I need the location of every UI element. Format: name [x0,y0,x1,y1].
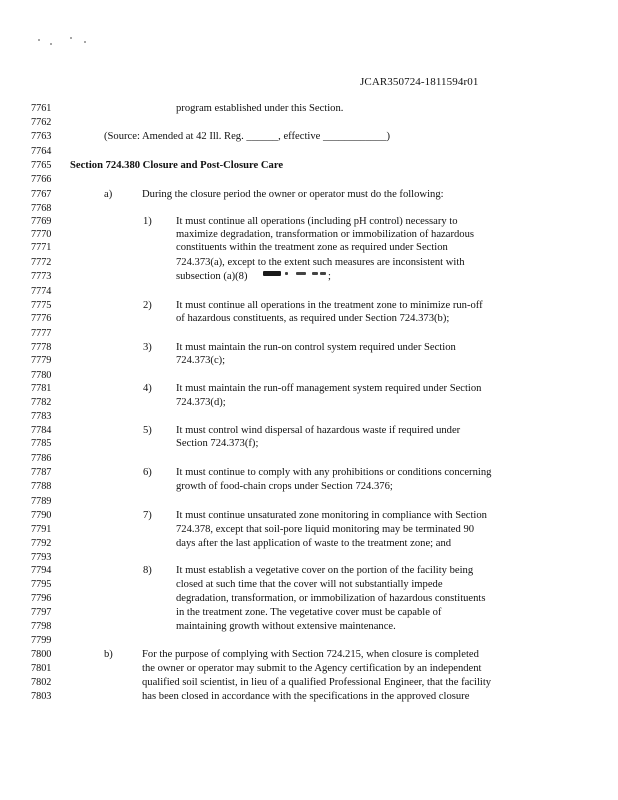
line-number-column [0,0,60,800]
item-line: It must control wind dispersal of hazardous waste if required under [176,425,461,436]
redaction-smudge [296,272,306,275]
line-number: 7782 [31,397,52,408]
subsection-b-line: has been closed in accordance with the specifications in the approved closure [142,691,470,702]
line-number: 7778 [31,342,52,353]
line-number: 7790 [31,510,52,521]
item-number: 6) [143,467,152,478]
item-line: It must maintain the run-off management system required under Section [176,383,482,394]
item-line-end: ; [328,271,331,282]
line-number: 7792 [31,538,52,549]
item-line: in the treatment zone. The vegetative cover must be capable of [176,607,442,618]
item-number: 1) [143,216,152,227]
line-number: 7777 [31,328,52,339]
line-number: 7788 [31,481,52,492]
line-number: 7803 [31,691,52,702]
redaction-smudge [320,272,326,275]
redaction-smudge [263,271,281,276]
item-line: of hazardous constituents, as required under Section 724.373(b); [176,313,450,324]
redaction-smudge [285,272,288,275]
item-line: maintaining growth without extensive maintenance. [176,621,396,632]
item-line: Section 724.373(f); [176,438,259,449]
item-line: It must maintain the run-on control system required under Section [176,342,456,353]
line-number: 7787 [31,467,52,478]
line-number: 7774 [31,286,52,297]
line-number: 7799 [31,635,52,646]
line-number: 7769 [31,216,52,227]
line-number: 7793 [31,552,52,563]
line-number: 7765 [31,160,52,171]
item-number: 2) [143,300,152,311]
line-number: 7764 [31,146,52,157]
line-number: 7772 [31,257,52,268]
document-id: JCAR350724-1811594r01 [360,76,479,88]
redaction-smudge [312,272,318,275]
item-line: maximize degradation, transformation or immobilization of hazardous [176,229,475,240]
line-number: 7776 [31,313,52,324]
line-number: 7762 [31,117,52,128]
item-line: closed at such time that the cover will not substantially impede [176,579,443,590]
section-heading: Section 724.380 Closure and Post-Closure Care [70,160,284,171]
item-line: degradation, transformation, or immobilization of hazardous constituents [176,593,486,604]
source-note: (Source: Amended at 42 Ill. Reg. ______, effective ____________) [104,131,391,142]
subsection-a-text: During the closure period the owner or operator must do the following: [142,189,444,200]
line-number: 7773 [31,271,52,282]
line-number: 7780 [31,370,52,381]
item-number: 3) [143,342,152,353]
line-number: 7770 [31,229,52,240]
item-line: It must continue unsaturated zone monitoring in compliance with Section [176,510,487,521]
line-number: 7763 [31,131,52,142]
subsection-b-line: qualified soil scientist, in lieu of a qualified Professional Engineer, that the facility [142,677,492,688]
line-number: 7766 [31,174,52,185]
line-number: 7771 [31,242,52,253]
item-line: It must establish a vegetative cover on the portion of the facility being [176,565,474,576]
line-number: 7761 [31,103,52,114]
item-line: It must continue to comply with any prohibitions or conditions concerning [176,467,492,478]
item-line: subsection (a)(8) [176,271,248,282]
subsection-a-label: a) [104,189,113,200]
item-line: 724.373(a), except to the extent such measures are inconsistent with [176,257,465,268]
subsection-b-label: b) [104,649,113,660]
line-number: 7796 [31,593,52,604]
line-number: 7784 [31,425,52,436]
item-number: 7) [143,510,152,521]
line-number: 7767 [31,189,52,200]
item-line: constituents within the treatment zone as required under Section [176,242,448,253]
line-number: 7781 [31,383,52,394]
line-number: 7785 [31,438,52,449]
item-number: 8) [143,565,152,576]
item-line: growth of food-chain crops under Section 724.376; [176,481,393,492]
line-number: 7779 [31,355,52,366]
subsection-b-line: For the purpose of complying with Section 724.215, when closure is completed [142,649,479,660]
line-number: 7775 [31,300,52,311]
line-number: 7794 [31,565,52,576]
item-line: days after the last application of waste to the treatment zone; and [176,538,452,549]
item-line: It must continue all operations (including pH control) necessary to [176,216,458,227]
item-line: 724.373(c); [176,355,226,366]
subsection-b-line: the owner or operator may submit to the Agency certification by an independent [142,663,482,674]
line-number: 7768 [31,203,52,214]
line-number: 7800 [31,649,52,660]
line-number: 7795 [31,579,52,590]
item-number: 4) [143,383,152,394]
line-number: 7798 [31,621,52,632]
item-line: It must continue all operations in the treatment zone to minimize run-off [176,300,483,311]
line-number: 7786 [31,453,52,464]
item-line: 724.378, except that soil-pore liquid monitoring may be terminated 90 [176,524,475,535]
line-number: 7783 [31,411,52,422]
line-number: 7802 [31,677,52,688]
item-number: 5) [143,425,152,436]
line-number: 7801 [31,663,52,674]
item-line: 724.373(d); [176,397,226,408]
line-number: 7789 [31,496,52,507]
continuation-line: program established under this Section. [176,103,344,114]
line-number: 7797 [31,607,52,618]
line-number: 7791 [31,524,52,535]
